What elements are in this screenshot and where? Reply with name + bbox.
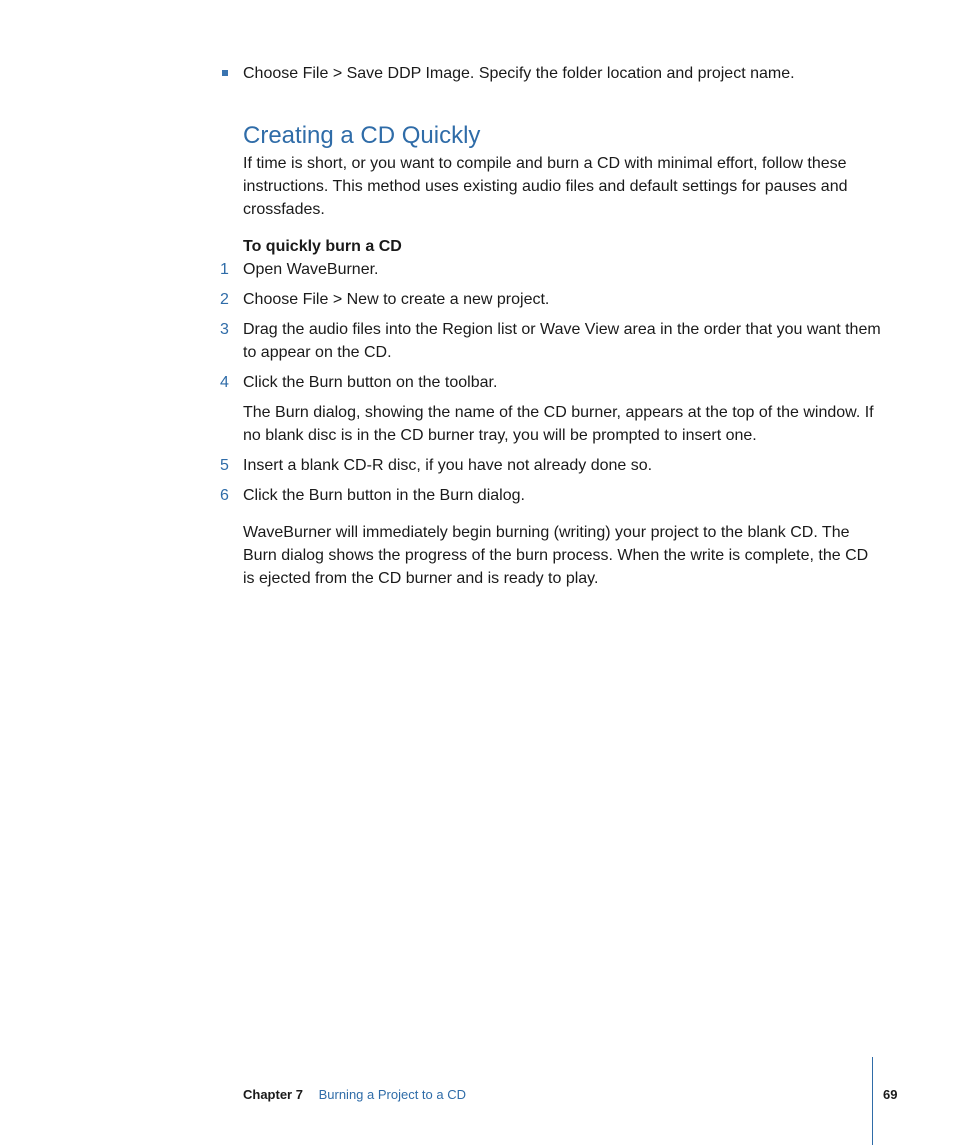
step-number: 3	[220, 321, 229, 338]
step-note: The Burn dialog, showing the name of the CD burner, appears at the top of the window. If no blank disc is in the CD burner tray, you will be prompted to insert one.	[243, 404, 874, 444]
step-text: Choose File > New to create a new project.	[243, 291, 550, 308]
square-bullet-icon	[222, 70, 228, 76]
bullet-text: Choose File > Save DDP Image. Specify the folder location and project name.	[243, 65, 795, 82]
result-paragraph: WaveBurner will immediately begin burning (writing) your project to the blank CD. The Burn dialog shows the progress of the burn process. When the write is complete, the CD is ejected from the CD burner and is ready to play.	[243, 524, 869, 587]
section-title: Creating a CD Quickly	[243, 122, 481, 149]
step-text: Click the Burn button on the toolbar.	[243, 374, 498, 391]
step-text: Insert a blank CD-R disc, if you have not already done so.	[243, 457, 653, 474]
step-text: Open WaveBurner.	[243, 261, 379, 278]
step-text: Drag the audio files into the Region list or Wave View area in the order that you want them to appear on the CD.	[243, 321, 881, 361]
page-number: 69	[883, 1087, 898, 1102]
step-text: Click the Burn button in the Burn dialog.	[243, 487, 525, 504]
step-number: 5	[220, 457, 229, 474]
footer-chapter	[243, 1086, 466, 1104]
intro-paragraph: If time is short, or you want to compile and burn a CD with minimal effort, follow these instructions. This method uses existing audio files and default settings for pauses and crossfades.	[243, 155, 848, 218]
step-number: 1	[220, 261, 229, 278]
chapter-label: Chapter 7	[243, 1087, 303, 1102]
step-number: 4	[220, 374, 229, 391]
step-number: 2	[220, 291, 229, 308]
chapter-title: Burning a Project to a CD	[318, 1087, 466, 1102]
step-number: 6	[220, 487, 229, 504]
footer-divider	[872, 1057, 873, 1145]
procedure-heading: To quickly burn a CD	[243, 238, 402, 255]
